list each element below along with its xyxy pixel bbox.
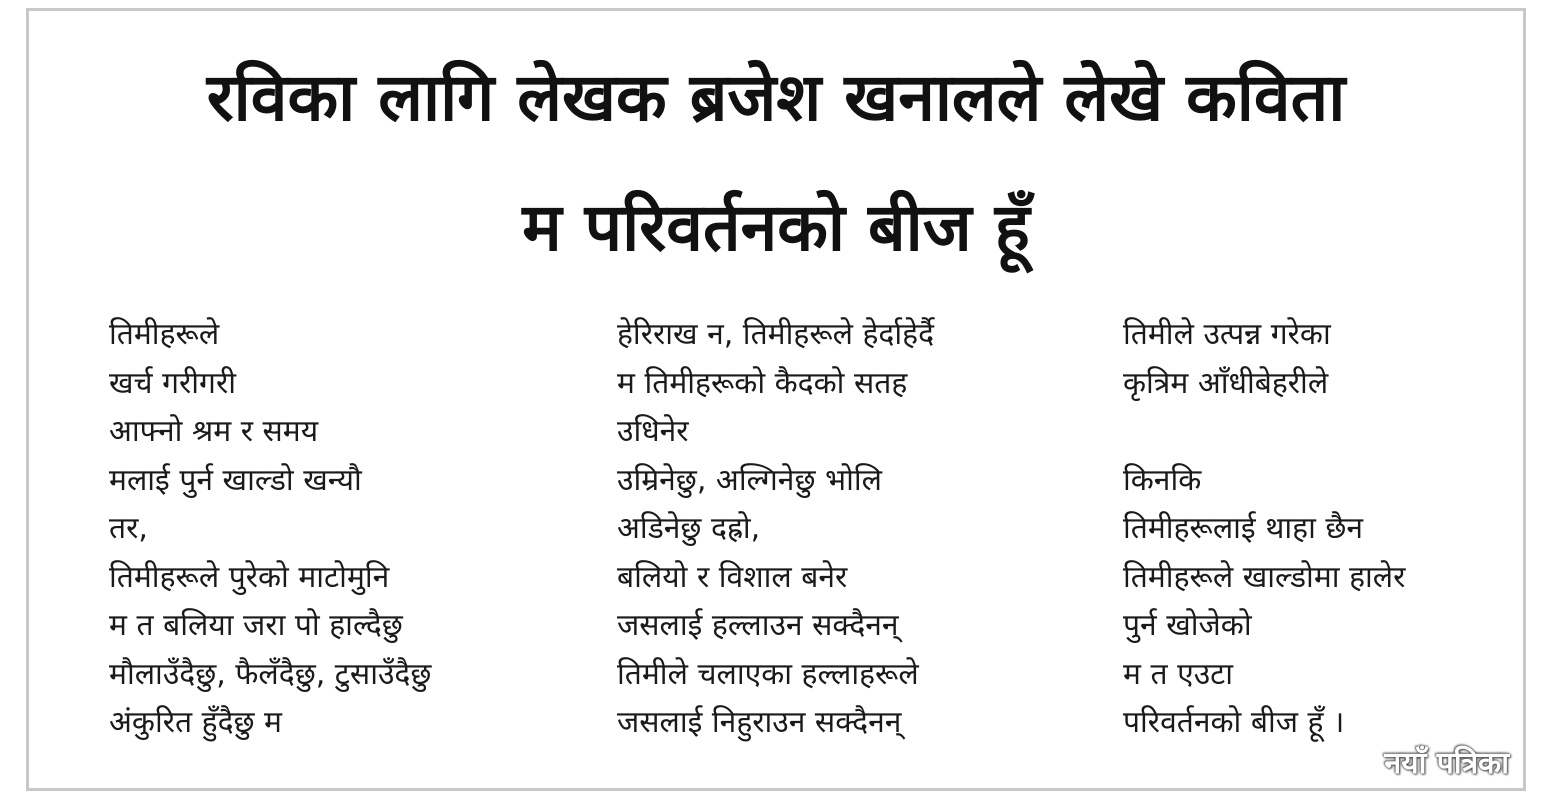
poem-line: तिमीले चलाएका हल्लाहरूले	[617, 656, 919, 692]
poem-line: अडिनेछु दह्रो,	[617, 511, 761, 546]
poem-line: जसलाई निहुराउन सक्दैनन्	[617, 705, 902, 740]
poem-line: तर,	[109, 511, 148, 546]
poem-line: अंकुरित हुँदैछु म	[109, 705, 283, 740]
poem-line: पुर्न खोजेको	[1123, 608, 1252, 643]
poem-line: किनकि	[1123, 462, 1202, 498]
poem-line: तिमीहरूले खाल्डोमा हालेर	[1123, 559, 1406, 595]
poem-title: म परिवर्तनको बीज हूँ	[522, 189, 1030, 266]
poem-line: म त बलिया जरा पो हाल्दैछु	[109, 608, 403, 643]
poem-line: हेरिराख न, तिमीहरूले हेर्दाहेर्दै	[617, 317, 934, 352]
article-frame	[26, 8, 1526, 791]
poem-column-3	[1123, 311, 1513, 748]
poem-line: म त एउटा	[1123, 656, 1234, 692]
poem-line: उम्रिनेछु, अल्गिनेछु भोलि	[617, 462, 882, 498]
poem-line: खर्च गरीगरी	[109, 365, 236, 401]
poem-line: तिमीहरूलाई थाहा छैन	[1123, 511, 1364, 546]
poem-line: जसलाई हल्लाउन सक्दैनन्	[617, 608, 899, 643]
poem-line: परिवर्तनको बीज हूँ ।	[1123, 705, 1345, 740]
poem-line: आफ्नो श्रम र समय	[109, 414, 319, 449]
poem-line: उधिनेर	[617, 414, 689, 449]
poem-line: कृत्रिम आँधीबेहरीले	[1123, 365, 1329, 401]
poem-line: मौलाउँदैछु, फैलँदैछु, टुसाउँदैछु	[109, 656, 432, 692]
publisher-watermark: नयाँ पत्रिका	[1384, 746, 1509, 781]
poem-line: मलाई पुर्न खाल्डो खन्यौ	[109, 462, 362, 498]
poem-line: तिमीले उत्पन्न गरेका	[1123, 317, 1331, 352]
poem-line: तिमीहरूले	[109, 317, 220, 352]
poem-column-2	[617, 311, 1097, 748]
poem-line: तिमीहरूले पुरेको माटोमुनि	[109, 559, 390, 595]
poem-column-1	[109, 311, 589, 748]
poem-line: बलियो र विशाल बनेर	[617, 559, 848, 595]
headline: रविका लागि लेखक ब्रजेश खनालले लेखे कविता	[206, 59, 1346, 136]
poem-line-blank	[1123, 408, 1513, 457]
poem-line: म तिमीहरूको कैदको सतह	[617, 365, 908, 401]
